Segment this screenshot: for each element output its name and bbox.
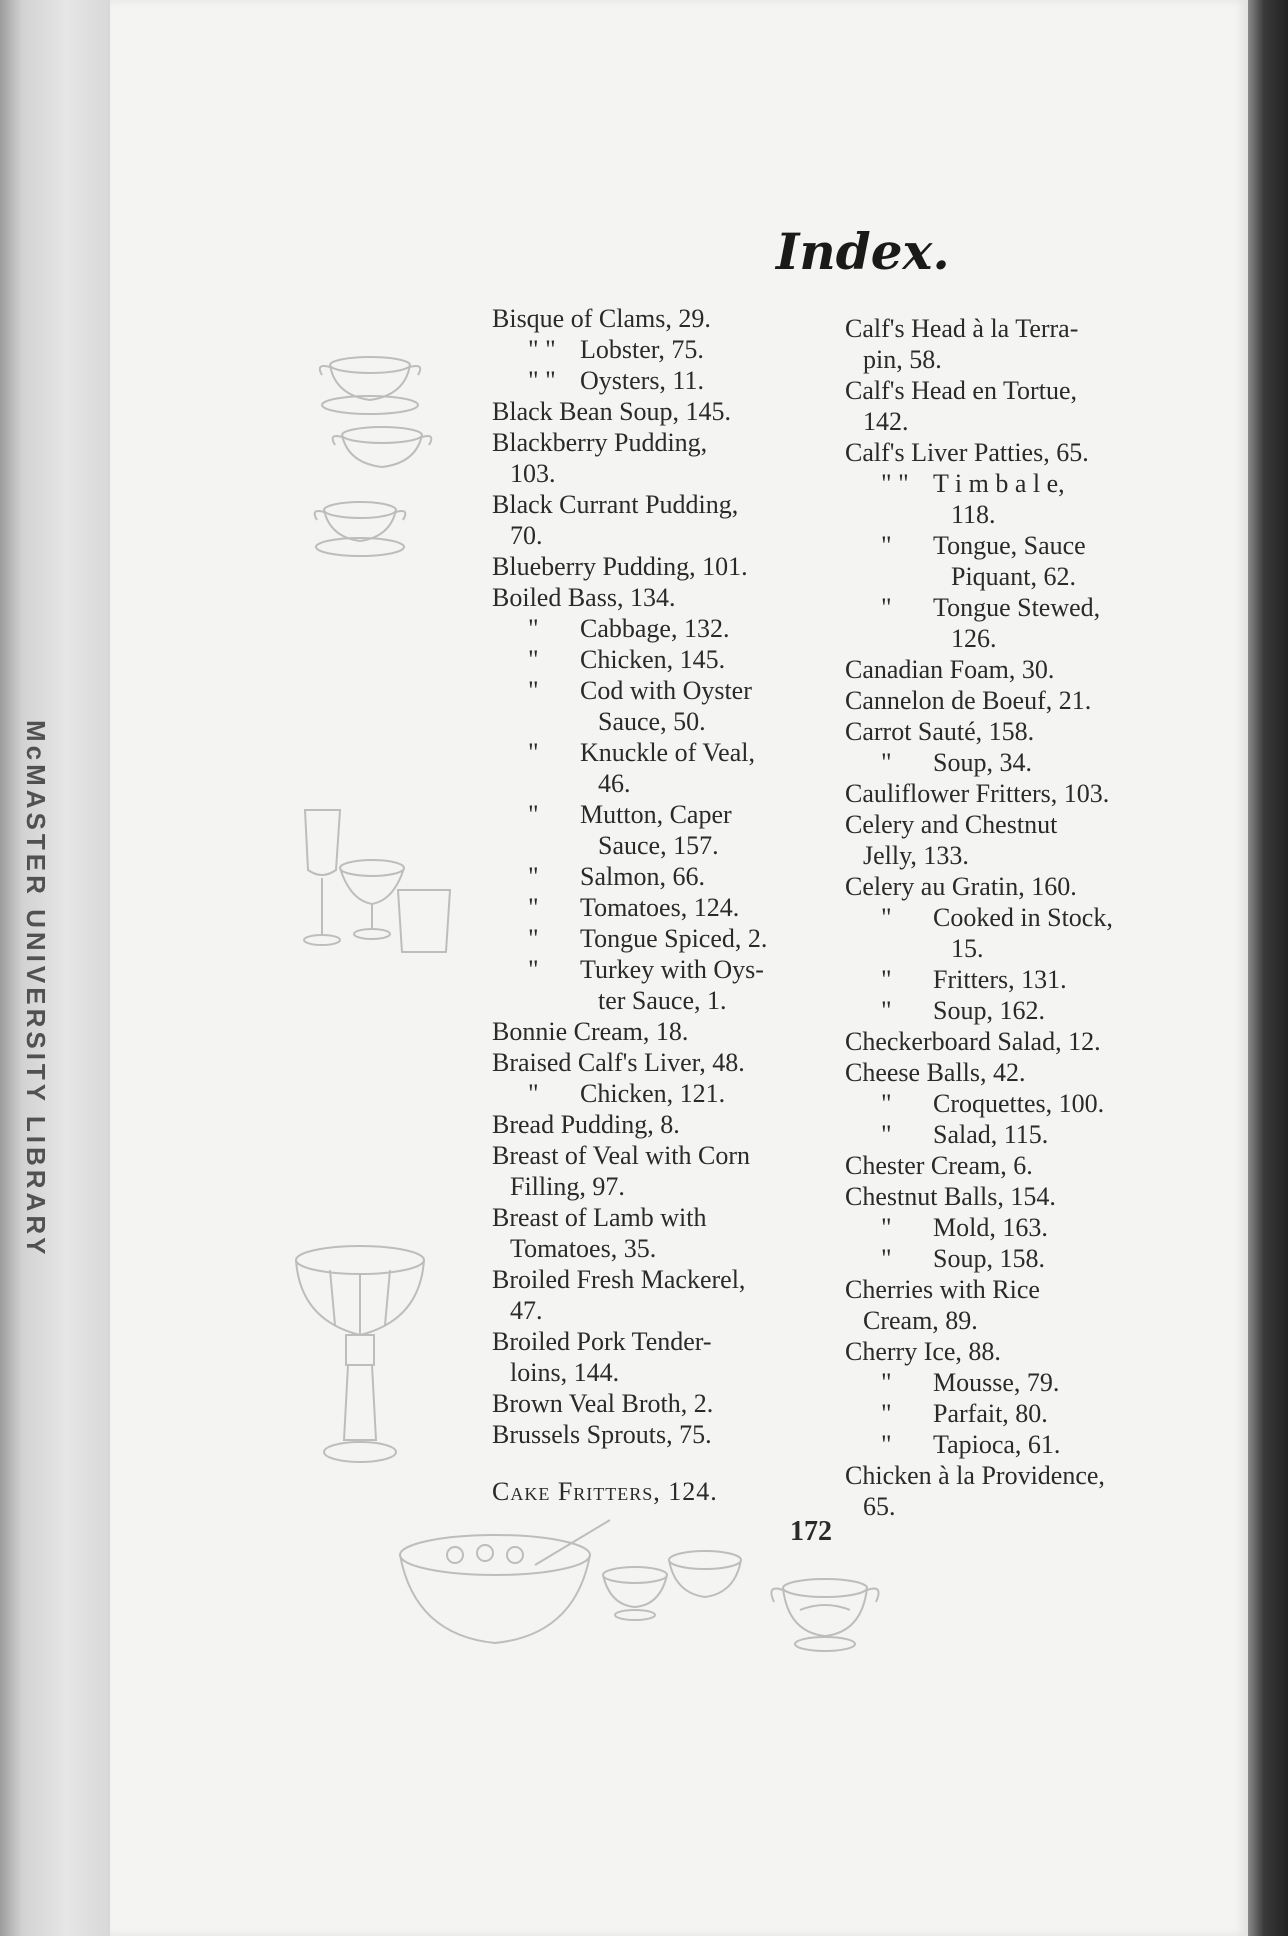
index-entry — [492, 1326, 812, 1388]
ditto-mark: " — [528, 862, 539, 891]
entry-continuation: Filling, 97. — [510, 1172, 625, 1201]
entry-text: Knuckle of Veal, — [580, 738, 755, 767]
index-subentry — [845, 964, 1170, 995]
index-column-left — [492, 303, 812, 1507]
index-entry — [492, 582, 812, 613]
ditto-mark: " — [881, 593, 892, 622]
sugar-bowl-illustration — [760, 1570, 890, 1660]
index-entry — [492, 1388, 812, 1419]
index-subentry — [845, 1429, 1170, 1460]
index-entry — [845, 313, 1170, 375]
ditto-mark: " " — [528, 335, 556, 364]
ditto-mark: " — [528, 924, 539, 953]
entry-text: Salmon, 66. — [580, 862, 705, 891]
index-subentry — [845, 468, 1170, 530]
index-entry — [845, 1150, 1170, 1181]
page-number: 172 — [790, 1516, 832, 1547]
index-entry — [845, 1057, 1170, 1088]
ditto-mark: " — [881, 1120, 892, 1149]
entry-continuation: 47. — [510, 1296, 543, 1325]
index-entry — [492, 1016, 812, 1047]
entry-text: Celery au Gratin, 160. — [845, 872, 1077, 901]
entry-text: Cake Fritters, 124. — [492, 1477, 718, 1506]
index-subentry — [845, 1398, 1170, 1429]
library-stamp: McMASTER UNIVERSITY LIBRARY — [21, 720, 51, 1259]
index-subentry — [845, 995, 1170, 1026]
entry-text: Broiled Pork Tender- — [492, 1327, 712, 1356]
entry-continuation: 65. — [863, 1492, 896, 1521]
index-subentry — [492, 892, 812, 923]
index-subentry — [492, 644, 812, 675]
entry-text: Cannelon de Boeuf, 21. — [845, 686, 1092, 715]
ditto-mark: " " — [528, 366, 556, 395]
ditto-mark: " — [528, 645, 539, 674]
index-entry — [845, 1181, 1170, 1212]
entry-text: Braised Calf's Liver, 48. — [492, 1048, 745, 1077]
spacer — [492, 1450, 812, 1476]
index-entry — [492, 551, 812, 582]
entry-text: Canadian Foam, 30. — [845, 655, 1055, 684]
ditto-mark: " — [881, 748, 892, 777]
ditto-mark: " — [528, 1079, 539, 1108]
entry-text: Boiled Bass, 134. — [492, 583, 676, 612]
index-subentry — [845, 1212, 1170, 1243]
entry-continuation: ter Sauce, 1. — [598, 986, 727, 1015]
index-entry — [845, 654, 1170, 685]
index-entry — [492, 1109, 812, 1140]
ditto-mark: " — [881, 903, 892, 932]
index-entry — [492, 396, 812, 427]
index-entry — [492, 1476, 812, 1507]
book-binding — [0, 0, 110, 1936]
entry-text: Oysters, 11. — [580, 366, 704, 395]
entry-text: Cauliflower Fritters, 103. — [845, 779, 1110, 808]
entry-text: Soup, 158. — [933, 1244, 1045, 1273]
index-subentry — [845, 1367, 1170, 1398]
index-entry — [492, 1047, 812, 1078]
entry-text: Carrot Sauté, 158. — [845, 717, 1035, 746]
index-entry — [492, 1264, 812, 1326]
index-subentry — [492, 861, 812, 892]
ditto-mark: " — [528, 676, 539, 705]
entry-text: Cod with Oyster — [580, 676, 752, 705]
entry-continuation: Sauce, 50. — [598, 707, 706, 736]
index-entry — [845, 716, 1170, 747]
entry-text: Mousse, 79. — [933, 1368, 1060, 1397]
index-entry — [492, 489, 812, 551]
entry-text: Cheese Balls, 42. — [845, 1058, 1026, 1087]
index-subentry — [492, 365, 812, 396]
entry-text: Brussels Sprouts, 75. — [492, 1420, 712, 1449]
index-subentry — [492, 1078, 812, 1109]
entry-text: Soup, 162. — [933, 996, 1045, 1025]
page-edge-shadow — [1248, 0, 1288, 1936]
punch-bowl-illustration — [395, 1515, 755, 1665]
entry-text: Bonnie Cream, 18. — [492, 1017, 689, 1046]
index-subentry — [492, 923, 812, 954]
index-subentry — [845, 530, 1170, 592]
entry-text: Tongue Spiced, 2. — [580, 924, 768, 953]
entry-text: Tongue Stewed, — [933, 593, 1101, 622]
index-entry — [492, 427, 812, 489]
index-subentry — [845, 1243, 1170, 1274]
ditto-mark: " — [881, 1430, 892, 1459]
entry-continuation: Piquant, 62. — [951, 562, 1076, 591]
entry-text: Parfait, 80. — [933, 1399, 1048, 1428]
index-subentry — [845, 1088, 1170, 1119]
entry-text: Soup, 34. — [933, 748, 1032, 777]
entry-text: Chester Cream, 6. — [845, 1151, 1033, 1180]
index-entry — [845, 871, 1170, 902]
index-entry — [845, 1026, 1170, 1057]
entry-text: Broiled Fresh Mackerel, — [492, 1265, 746, 1294]
index-entry — [845, 437, 1170, 468]
index-entry — [845, 685, 1170, 716]
entry-text: Calf's Head en Tortue, — [845, 376, 1077, 405]
entry-text: Breast of Veal with Corn — [492, 1141, 751, 1170]
entry-continuation: 126. — [951, 624, 997, 653]
ditto-mark: " — [881, 1244, 892, 1273]
entry-text: Checkerboard Salad, 12. — [845, 1027, 1101, 1056]
index-subentry — [845, 902, 1170, 964]
ditto-mark: " — [528, 955, 539, 984]
entry-text: Tomatoes, 124. — [580, 893, 740, 922]
entry-continuation: 142. — [863, 407, 909, 436]
index-subentry — [845, 1119, 1170, 1150]
index-entry — [492, 1202, 812, 1264]
entry-text: Tapioca, 61. — [933, 1430, 1061, 1459]
entry-text: Mutton, Caper — [580, 800, 732, 829]
index-subentry — [492, 737, 812, 799]
entry-text: Croquettes, 100. — [933, 1089, 1105, 1118]
entry-text: Cherries with Rice — [845, 1275, 1040, 1304]
index-entry — [845, 809, 1170, 871]
entry-continuation: Jelly, 133. — [863, 841, 969, 870]
entry-continuation: 118. — [951, 500, 996, 529]
index-subentry — [492, 675, 812, 737]
entry-text: Tongue, Sauce — [933, 531, 1086, 560]
ditto-mark: " — [881, 531, 892, 560]
entry-text: Cherry Ice, 88. — [845, 1337, 1001, 1366]
index-subentry — [845, 747, 1170, 778]
entry-text: Chicken à la Providence, — [845, 1461, 1105, 1490]
entry-continuation: loins, 144. — [510, 1358, 620, 1387]
compote-illustration — [290, 1240, 430, 1480]
entry-text: Cooked in Stock, — [933, 903, 1113, 932]
entry-continuation: Tomatoes, 35. — [510, 1234, 657, 1263]
index-entry — [845, 1460, 1170, 1522]
ditto-mark: " — [528, 738, 539, 767]
entry-text: Calf's Head à la Terra- — [845, 314, 1079, 343]
entry-text: Salad, 115. — [933, 1120, 1049, 1149]
ditto-mark: " — [881, 1213, 892, 1242]
index-subentry — [492, 954, 812, 1016]
entry-continuation: Cream, 89. — [863, 1306, 978, 1335]
index-entry — [492, 1140, 812, 1202]
entry-text: Lobster, 75. — [580, 335, 704, 364]
ditto-mark: " — [528, 893, 539, 922]
entry-text: Bisque of Clams, 29. — [492, 304, 711, 333]
entry-text: Blueberry Pudding, 101. — [492, 552, 748, 581]
entry-text: Breast of Lamb with — [492, 1203, 707, 1232]
index-entry — [845, 778, 1170, 809]
entry-text: Chicken, 145. — [580, 645, 726, 674]
index-entry — [492, 1419, 812, 1450]
index-subentry — [492, 334, 812, 365]
index-entry — [845, 1274, 1170, 1336]
entry-text: Blackberry Pudding, — [492, 428, 708, 457]
entry-text: Turkey with Oys- — [580, 955, 764, 984]
entry-continuation: 70. — [510, 521, 543, 550]
entry-text: Brown Veal Broth, 2. — [492, 1389, 714, 1418]
bouillon-cups-illustration — [300, 345, 440, 565]
ditto-mark: " — [881, 996, 892, 1025]
ditto-mark: " — [528, 800, 539, 829]
index-entry — [845, 1336, 1170, 1367]
entry-continuation: 103. — [510, 459, 556, 488]
entry-text: Fritters, 131. — [933, 965, 1067, 994]
ditto-mark: " — [881, 1368, 892, 1397]
index-subentry — [492, 613, 812, 644]
entry-text: Calf's Liver Patties, 65. — [845, 438, 1089, 467]
entry-text: Black Currant Pudding, — [492, 490, 739, 519]
entry-continuation: 15. — [951, 934, 984, 963]
entry-text: Black Bean Soup, 145. — [492, 397, 732, 426]
entry-text: Cabbage, 132. — [580, 614, 730, 643]
glasses-illustration — [300, 800, 460, 960]
entry-continuation: Sauce, 157. — [598, 831, 719, 860]
entry-text: Chicken, 121. — [580, 1079, 726, 1108]
ditto-mark: " — [528, 614, 539, 643]
entry-continuation: 46. — [598, 769, 631, 798]
entry-text: Celery and Chestnut — [845, 810, 1058, 839]
index-column-right — [845, 313, 1170, 1522]
entry-text: Chestnut Balls, 154. — [845, 1182, 1056, 1211]
entry-text: T i m b a l e, — [933, 469, 1065, 498]
index-subentry — [845, 592, 1170, 654]
entry-continuation: pin, 58. — [863, 345, 942, 374]
ditto-mark: " " — [881, 469, 909, 498]
index-entry — [492, 303, 812, 334]
index-subentry — [492, 799, 812, 861]
ditto-mark: " — [881, 965, 892, 994]
entry-text: Bread Pudding, 8. — [492, 1110, 680, 1139]
index-entry — [845, 375, 1170, 437]
page-title: Index. — [776, 222, 950, 281]
ditto-mark: " — [881, 1399, 892, 1428]
ditto-mark: " — [881, 1089, 892, 1118]
entry-text: Mold, 163. — [933, 1213, 1048, 1242]
